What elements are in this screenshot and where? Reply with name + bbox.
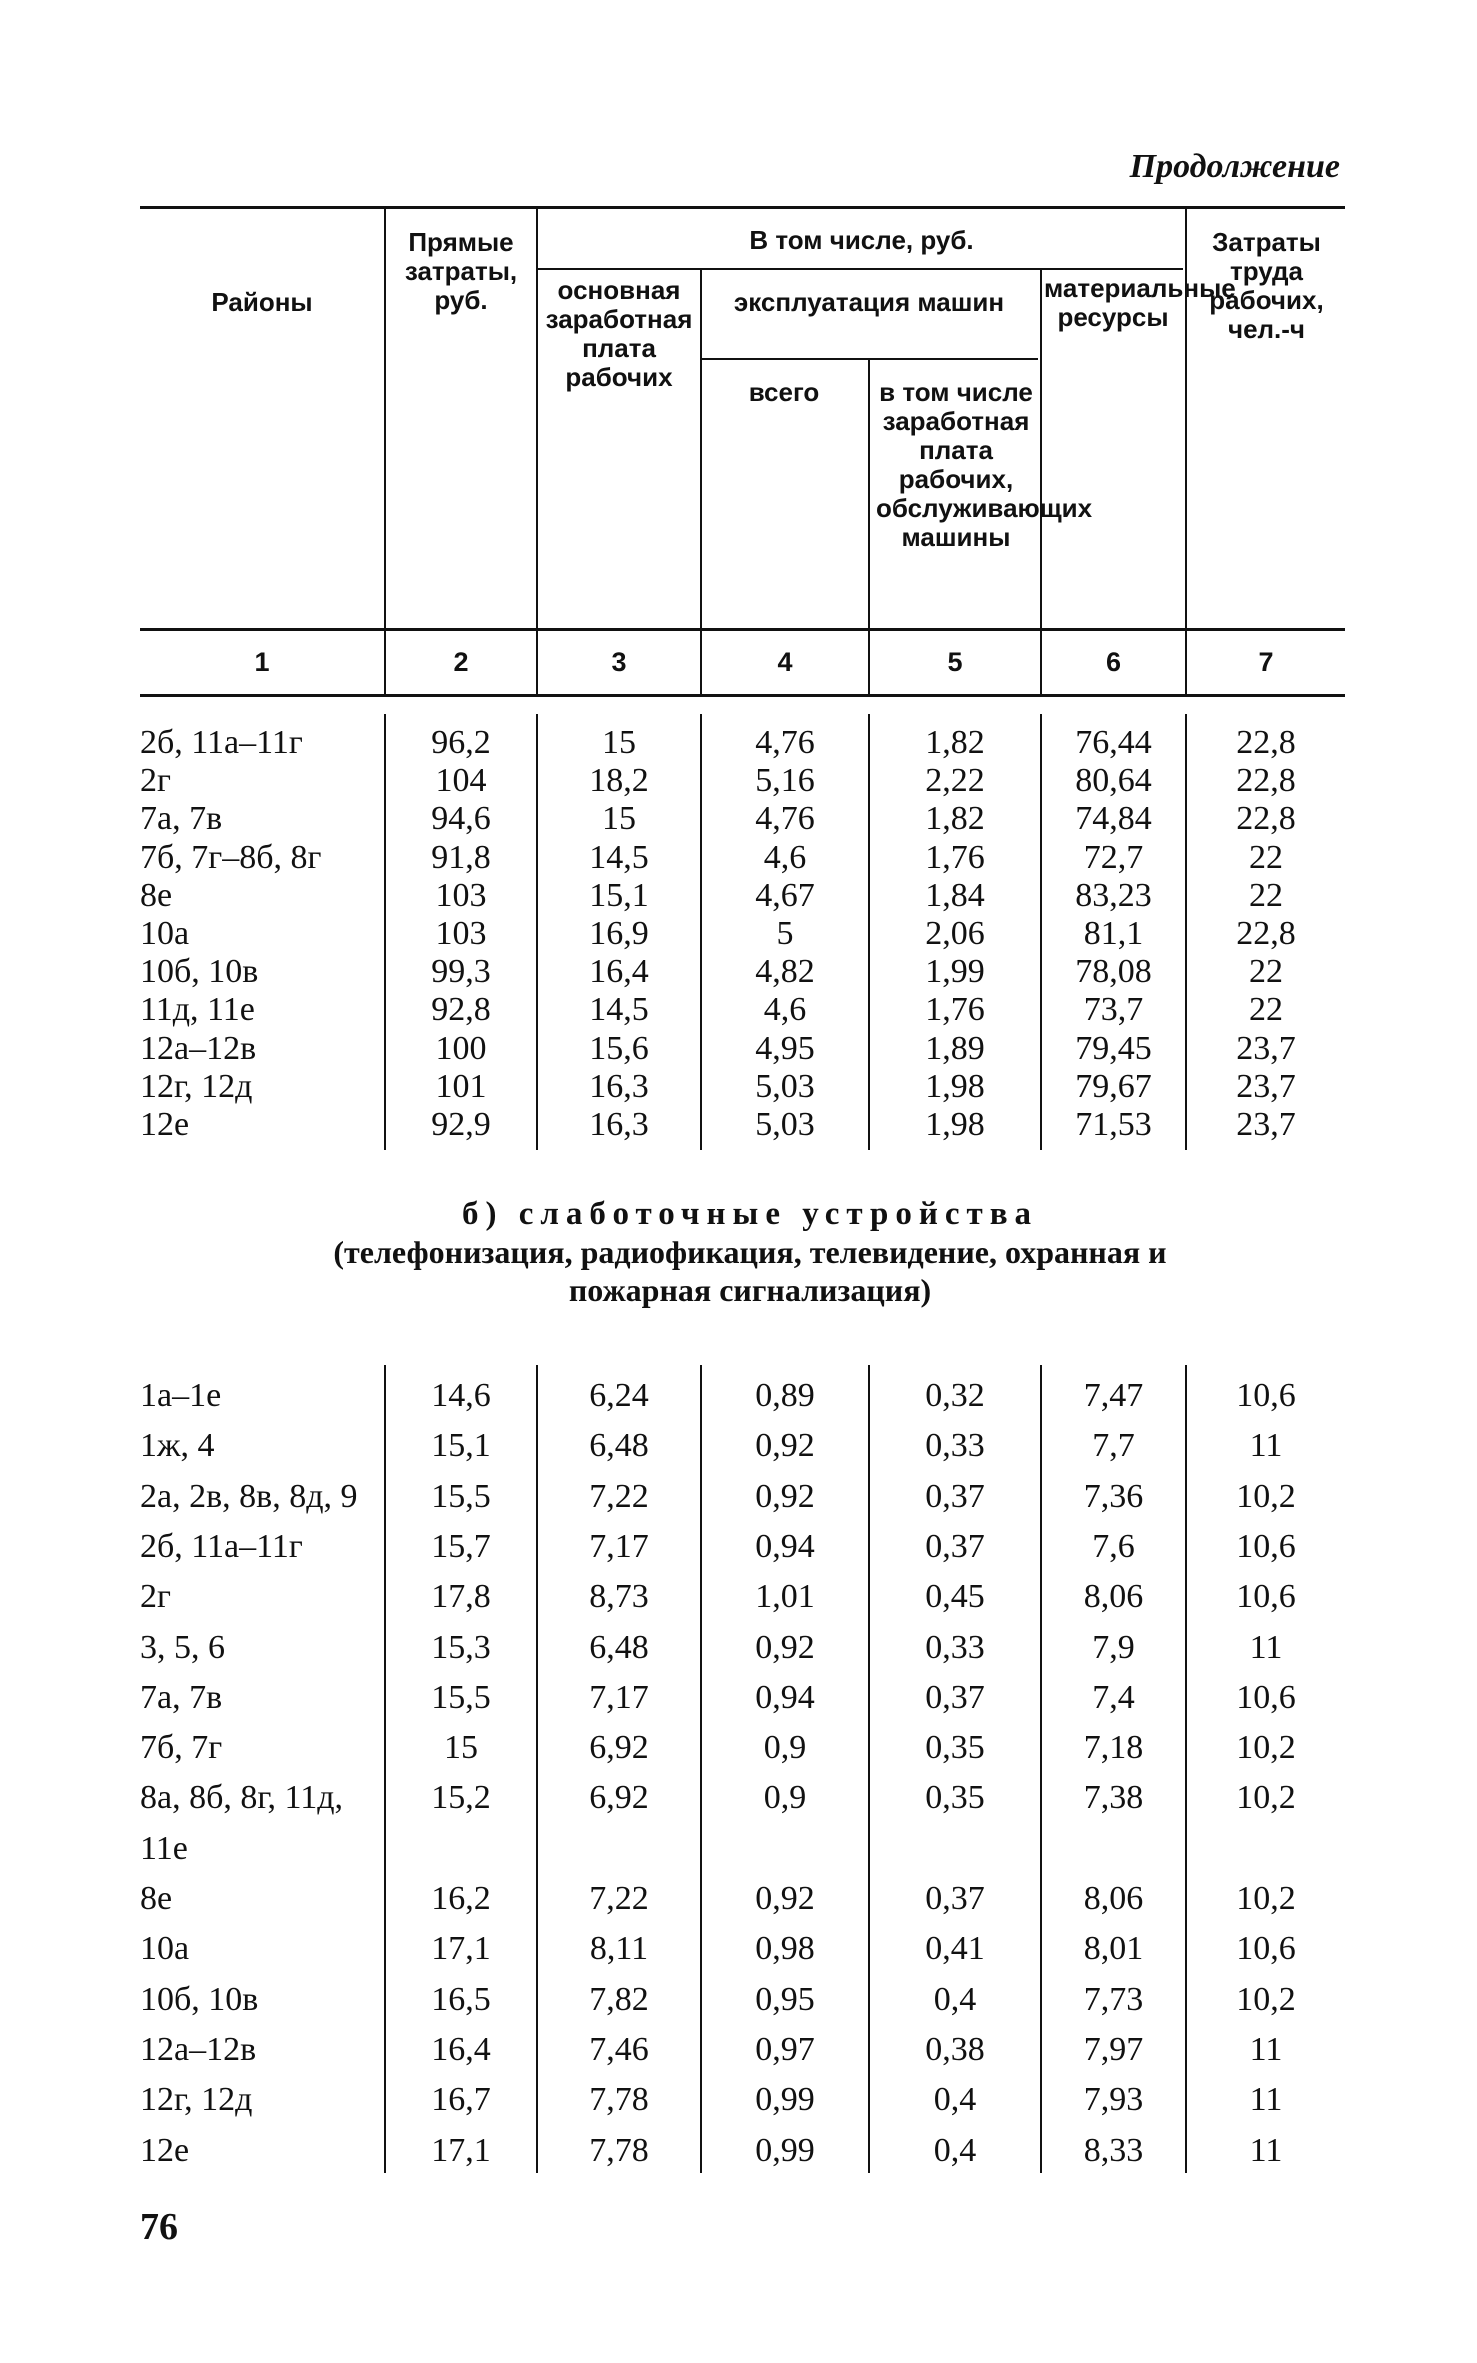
region-cell: 10а (140, 1930, 190, 1968)
region-cell: 8е (140, 876, 173, 914)
value-cell: 6,92 (589, 1729, 649, 1767)
value-cell: 10,6 (1236, 1527, 1296, 1565)
value-cell: 0,94 (755, 1678, 815, 1716)
value-cell: 15,2 (431, 1779, 491, 1817)
region-cell: 2б, 11а–11г (140, 724, 303, 761)
value-cell: 7,9 (1092, 1628, 1135, 1666)
value-cell: 15,3 (431, 1628, 491, 1666)
value-cell: 10,2 (1236, 1779, 1296, 1817)
value-cell: 0,4 (933, 2081, 977, 2119)
value-cell: 0,92 (755, 1427, 815, 1465)
value-cell: 10,2 (1236, 1980, 1296, 2018)
value-cell: 18,2 (589, 762, 649, 800)
value-cell: 6,92 (589, 1779, 649, 1817)
value-cell: 7,73 (1083, 1980, 1144, 2018)
region-cell: 2б, 11а–11г (140, 1527, 303, 1565)
value-cell: 16,5 (431, 1980, 491, 2018)
header-regions: Районы (211, 287, 313, 317)
value-cell: 72,7 (1083, 838, 1144, 876)
value-cell: 10,6 (1236, 1578, 1296, 1616)
header-labor: Затраты труда рабочих, чел.-ч (1209, 227, 1324, 344)
value-cell: 22 (1249, 991, 1283, 1029)
header-divider (700, 268, 702, 628)
section-b-title: б) слаботочные устройства (461, 1196, 1039, 1232)
value-cell: 0,37 (925, 1678, 985, 1716)
value-cell: 16,4 (589, 953, 649, 991)
value-cell: 71,53 (1075, 1106, 1152, 1143)
value-cell: 1,76 (925, 991, 985, 1029)
header-including: В том числе, руб. (749, 225, 974, 255)
colnum-bottom-rule (140, 694, 1345, 697)
header-divider (1040, 268, 1042, 628)
value-cell: 16,3 (589, 1067, 649, 1105)
value-cell: 8,33 (1083, 2131, 1144, 2169)
value-cell: 22 (1249, 876, 1283, 914)
value-cell: 6,24 (589, 1377, 649, 1414)
value-cell: 78,08 (1075, 953, 1152, 991)
column-number: 6 (1105, 647, 1122, 677)
column-number: 5 (947, 647, 963, 677)
value-cell: 73,7 (1083, 991, 1144, 1029)
value-cell: 10,6 (1236, 1930, 1296, 1968)
value-cell: 10,2 (1236, 1477, 1296, 1515)
value-cell: 7,17 (589, 1527, 649, 1565)
header-divider (536, 208, 538, 628)
value-cell: 8,11 (589, 1930, 649, 1968)
value-cell: 83,23 (1075, 876, 1152, 914)
column-number: 4 (777, 647, 793, 677)
value-cell: 15,7 (431, 1527, 491, 1565)
value-cell: 79,67 (1075, 1067, 1152, 1105)
value-cell: 11 (1249, 1427, 1283, 1465)
region-cell: 7б, 7г (140, 1729, 223, 1767)
header-machine-ops: эксплуатация машин (733, 287, 1005, 317)
value-cell: 4,67 (755, 876, 815, 914)
value-cell: 96,2 (431, 724, 491, 761)
value-cell: 0,32 (925, 1377, 985, 1414)
value-cell: 16,3 (589, 1106, 649, 1143)
value-cell: 4,76 (755, 724, 815, 761)
value-cell: 23,7 (1236, 1029, 1296, 1067)
value-cell: 1,99 (925, 953, 985, 991)
value-cell: 22 (1249, 838, 1283, 876)
value-cell: 15 (444, 1729, 478, 1767)
value-cell: 103 (435, 876, 487, 914)
value-cell: 4,6 (763, 991, 807, 1029)
region-cell: 10б, 10в (140, 953, 259, 991)
section-b-subtitle: (телефонизация, радиофикация, телевидение, охранная и (333, 1234, 1167, 1270)
header-direct-costs: Прямые затраты, руб. (404, 227, 518, 315)
region-cell: 2г (140, 1578, 171, 1616)
region-cell: 12а–12в (140, 1029, 257, 1067)
region-cell: 2г (140, 762, 171, 800)
value-cell: 76,44 (1075, 724, 1152, 761)
value-cell: 2,22 (925, 762, 985, 800)
value-cell: 17,8 (431, 1578, 491, 1616)
value-cell: 0,33 (925, 1427, 985, 1465)
value-cell: 99,3 (431, 953, 491, 991)
region-cell: 7а, 7в (140, 800, 223, 838)
column-number: 2 (453, 647, 469, 677)
value-cell: 92,9 (431, 1106, 491, 1143)
value-cell: 16,9 (589, 915, 649, 952)
region-cell: 12е (140, 1106, 190, 1143)
header-machine-wage: в том числе заработная плата рабочих, обслуживающих машины (876, 377, 1093, 552)
header-divider (384, 208, 386, 628)
value-cell: 7,93 (1083, 2081, 1144, 2119)
header-base-wage: основная заработная плата рабочих (545, 275, 693, 392)
value-cell: 0,35 (925, 1779, 985, 1817)
value-cell: 80,64 (1075, 762, 1152, 800)
value-cell: 103 (435, 915, 487, 952)
value-cell: 10,6 (1236, 1377, 1296, 1414)
section-b-subtitle: пожарная сигнализация) (568, 1272, 932, 1308)
value-cell: 1,76 (925, 838, 985, 876)
region-cell: 7б, 7г–8б, 8г (140, 838, 322, 876)
header-bottom-rule (140, 628, 1345, 631)
value-cell: 6,48 (589, 1628, 649, 1666)
header-divider (868, 358, 870, 628)
value-cell: 101 (435, 1067, 487, 1105)
value-cell: 1,98 (925, 1067, 985, 1105)
value-cell: 7,78 (589, 2081, 649, 2119)
value-cell: 0,97 (755, 2030, 815, 2068)
column-number: 7 (1258, 647, 1274, 677)
value-cell: 94,6 (431, 800, 491, 838)
value-cell: 1,82 (925, 724, 985, 761)
continuation-label: Продолжение (1129, 148, 1340, 185)
value-cell: 10,2 (1236, 1729, 1296, 1767)
value-cell: 0,89 (755, 1377, 815, 1414)
value-cell: 7,7 (1092, 1427, 1135, 1465)
value-cell: 14,5 (589, 991, 649, 1029)
value-cell: 11 (1249, 2081, 1283, 2119)
value-cell: 91,8 (431, 838, 491, 876)
value-cell: 11 (1249, 2131, 1283, 2169)
value-cell: 8,73 (589, 1578, 649, 1616)
value-cell: 16,7 (431, 2081, 491, 2119)
value-cell: 8,06 (1083, 1578, 1144, 1616)
value-cell: 4,82 (755, 953, 815, 991)
region-cell: 2а, 2в, 8в, 8д, 9 (140, 1477, 358, 1515)
header-materials: материальные ресурсы (1044, 273, 1236, 332)
value-cell: 15,5 (431, 1477, 491, 1515)
value-cell: 0,4 (933, 2131, 977, 2169)
value-cell: 7,36 (1083, 1477, 1144, 1515)
value-cell: 23,7 (1236, 1067, 1296, 1105)
value-cell: 0,92 (755, 1880, 815, 1917)
value-cell: 14,5 (589, 838, 649, 876)
value-cell: 0,37 (925, 1527, 985, 1565)
value-cell: 23,7 (1236, 1106, 1296, 1143)
value-cell: 16,2 (431, 1880, 491, 1917)
value-cell: 7,18 (1083, 1729, 1144, 1767)
value-cell: 0,94 (755, 1527, 815, 1565)
value-cell: 14,6 (431, 1377, 491, 1414)
value-cell: 92,8 (431, 991, 491, 1029)
value-cell: 7,4 (1092, 1678, 1135, 1716)
table-top-rule (140, 206, 1345, 209)
region-cell: 12е (140, 2131, 190, 2169)
value-cell: 81,1 (1083, 915, 1144, 952)
value-cell: 0,9 (763, 1779, 807, 1817)
value-cell: 15,1 (589, 876, 649, 914)
value-cell: 10,2 (1236, 1880, 1296, 1917)
value-cell: 15 (602, 724, 636, 761)
region-cell: 11е (140, 1829, 188, 1867)
value-cell: 7,47 (1083, 1377, 1144, 1414)
value-cell: 8,06 (1083, 1880, 1144, 1917)
value-cell: 0,37 (925, 1477, 985, 1515)
value-cell: 8,01 (1083, 1930, 1144, 1968)
value-cell: 74,84 (1075, 800, 1152, 838)
value-cell: 5,03 (755, 1106, 815, 1143)
column-number: 3 (611, 647, 627, 677)
value-cell: 22,8 (1236, 724, 1296, 761)
value-cell: 0,99 (755, 2081, 815, 2119)
region-cell: 3, 5, 6 (140, 1628, 225, 1666)
value-cell: 11 (1249, 1628, 1283, 1666)
region-cell: 11д, 11е (140, 991, 255, 1029)
value-cell: 1,82 (925, 800, 985, 838)
value-cell: 1,98 (925, 1106, 985, 1143)
value-cell: 2,06 (925, 915, 985, 952)
value-cell: 7,17 (589, 1678, 649, 1716)
region-cell: 1ж, 4 (140, 1427, 215, 1465)
header-rule (702, 358, 1038, 360)
value-cell: 22,8 (1236, 915, 1296, 952)
value-cell: 7,46 (589, 2030, 649, 2068)
value-cell: 7,38 (1083, 1779, 1144, 1817)
value-cell: 4,76 (755, 800, 815, 838)
value-cell: 5,03 (755, 1067, 815, 1105)
header-machine-total: всего (748, 377, 820, 407)
value-cell: 0,33 (925, 1628, 985, 1666)
value-cell: 104 (435, 762, 487, 800)
value-cell: 15,1 (431, 1427, 491, 1465)
value-cell: 100 (435, 1029, 487, 1067)
region-cell: 12г, 12д (140, 1067, 253, 1105)
page-number: 76 (140, 2206, 178, 2248)
value-cell: 15 (602, 800, 636, 838)
value-cell: 1,84 (925, 876, 985, 914)
region-cell: 8е (140, 1880, 173, 1917)
value-cell: 7,6 (1092, 1527, 1135, 1565)
value-cell: 10,6 (1236, 1678, 1296, 1716)
value-cell: 7,22 (589, 1880, 649, 1917)
region-cell: 8а, 8б, 8г, 11д, (140, 1779, 344, 1817)
value-cell: 16,4 (431, 2030, 491, 2068)
value-cell: 22,8 (1236, 762, 1296, 800)
region-cell: 10б, 10в (140, 1980, 259, 2018)
column-number: 1 (254, 647, 270, 677)
value-cell: 11 (1249, 2030, 1283, 2068)
value-cell: 17,1 (431, 1930, 491, 1968)
value-cell: 22 (1249, 953, 1283, 991)
value-cell: 5,16 (755, 762, 815, 800)
value-cell: 6,48 (589, 1427, 649, 1465)
value-cell: 0,45 (925, 1578, 985, 1616)
value-cell: 79,45 (1075, 1029, 1152, 1067)
value-cell: 0,41 (925, 1930, 985, 1968)
value-cell: 7,97 (1083, 2030, 1144, 2068)
value-cell: 0,38 (925, 2030, 985, 2068)
value-cell: 0,99 (755, 2131, 815, 2169)
value-cell: 0,92 (755, 1477, 815, 1515)
value-cell: 4,6 (763, 838, 807, 876)
value-cell: 15,5 (431, 1678, 491, 1716)
header-divider (1185, 208, 1187, 628)
region-cell: 10а (140, 915, 190, 952)
value-cell: 0,35 (925, 1729, 985, 1767)
header-rule (538, 268, 1183, 270)
value-cell: 0,95 (755, 1980, 815, 2018)
region-cell: 7а, 7в (140, 1678, 223, 1716)
value-cell: 17,1 (431, 2131, 491, 2169)
region-cell: 12а–12в (140, 2030, 257, 2068)
value-cell: 1,89 (925, 1029, 985, 1067)
value-cell: 0,98 (755, 1930, 815, 1968)
region-cell: 1а–1е (140, 1377, 222, 1414)
value-cell: 7,78 (589, 2131, 649, 2169)
value-cell: 7,22 (589, 1477, 649, 1515)
value-cell: 0,9 (763, 1729, 807, 1767)
value-cell: 0,4 (933, 1980, 977, 2018)
value-cell: 0,37 (925, 1880, 985, 1917)
value-cell: 4,95 (755, 1029, 815, 1067)
region-cell: 12г, 12д (140, 2081, 253, 2119)
value-cell: 0,92 (755, 1628, 815, 1666)
value-cell: 7,82 (589, 1980, 649, 2018)
value-cell: 22,8 (1236, 800, 1296, 838)
value-cell: 15,6 (589, 1029, 649, 1067)
value-cell: 5 (776, 915, 794, 952)
value-cell: 1,01 (755, 1578, 815, 1616)
